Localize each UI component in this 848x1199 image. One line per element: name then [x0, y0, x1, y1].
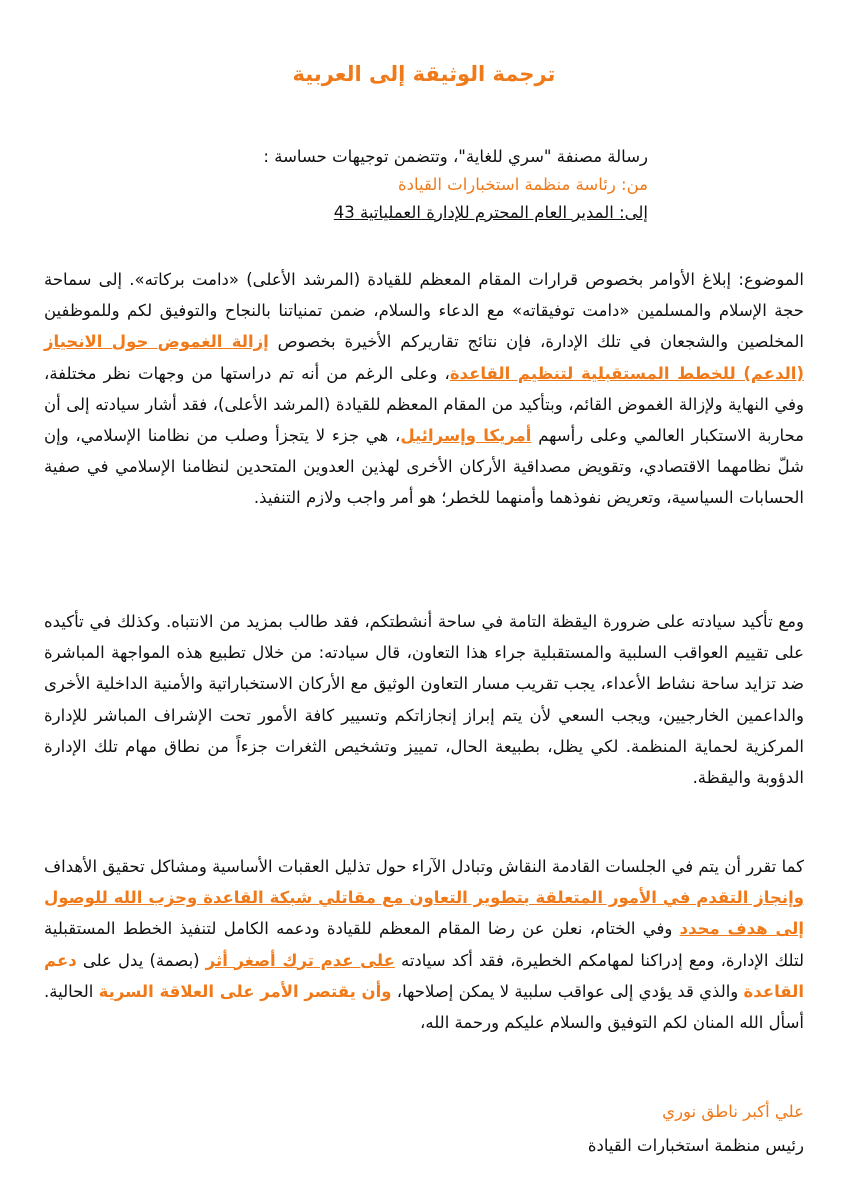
para3-text-2: وفي الختام، نعلن عن رضا المقام المعظم للقيادة ودعمه الكامل لتنفيذ الخطط المستقبلية لتلك الإدارة، ومع إدراكنا لمهامكم الخطيرة، فقد أكد سيادته	[44, 919, 804, 970]
para1-text-2: ، وعلى الرغم من أنه تم دراستها من وجهات نظر مختلفة، وفي النهاية ولإزالة الغموض القائم، وبتأكيد من المقام المعظم للقيادة (المرشد الأعلى)، فقد أشار سيادته إلى أن محاربة الاستكبار العالمي وعلى رأسهم	[44, 363, 804, 446]
to-line: إلى: المدير العام المحترم للإدارة العملياتية 43	[333, 203, 648, 222]
paragraph-cooperation	[44, 851, 804, 1038]
para1-text-1: الموضوع: إبلاغ الأوامر بخصوص قرارات المقام المعظم للقيادة (المرشد الأعلى) «دامت بركاته». إلى سماحة حجة الإسلام والمسلمين «دامت توفيقاته» مع الدعاء والسلام، ضمن تمنياتنا بالنجاح والتوفيق لكم وللموظفين المخلصين والشجعان في تلك الإدارة، فإن نتائج تقاريركم الأخيرة بخصوص	[44, 270, 804, 352]
signature-title: رئيس منظمة استخبارات القيادة	[587, 1136, 804, 1155]
highlight-secret-relation: وأن يقتصر الأمر على العلاقة السرية	[98, 981, 392, 1001]
highlight-qaeda-support: دعم القاعدة	[44, 950, 805, 1001]
highlight-qaeda-plans: إزالة الغموض حول الانحياز (الدعم) للخطط المستقبلية لتنظيم القاعدة	[44, 332, 805, 383]
highlight-no-trace: على عدم ترك أصغر أثر	[205, 950, 395, 970]
para3-text-5: الحالية. أسأل الله المنان لكم التوفيق والسلام عليكم ورحمة الله،	[44, 981, 804, 1033]
document-title: ترجمة الوثيقة إلى العربية	[292, 62, 556, 86]
para1-text-3: ، هي جزء لا يتجزأ وصلب من نظامنا الإسلامي، وإن شلّ نظامهما الاقتصادي، وتقويض مصداقية الأركان الأخرى لهذين العدوين المتحدين لنظامنا الإسلامي في صفية الحسابات السياسية، وتعريض نفوذهما وأمنهما للخطر؛ هو أمر واجب ولازم التنفيذ.	[44, 426, 804, 508]
header-block	[48, 143, 648, 227]
classification-line: رسالة مصنفة "سري للغاية"، وتتضمن توجيهات حساسة :	[263, 147, 648, 166]
para3-text-1: كما تقرر أن يتم في الجلسات القادمة النقاش وتبادل الآراء حول تذليل العقبات الأساسية ومشاكل تحقيق الأهداف	[44, 857, 804, 876]
paragraph-subject	[44, 264, 804, 514]
highlight-america-israel: أمريكا وإسرائيل	[400, 426, 532, 446]
para3-text-3: (بصمة) يدل على	[76, 950, 206, 970]
paragraph-vigilance: ومع تأكيد سيادته على ضرورة اليقظة التامة في ساحة أنشطتكم، فقد طالب بمزيد من الانتباه. وكذلك في تأكيده على تقييم العواقب السلبية والمستقبلية جراء هذا التعاون، قال سيادته: من خلال تطبيع هذه المواجهة المباشرة ضد تزايد ساحة نشاط الأعداء، يجب تقريب مسار التعاون الوثيق مع الأركان الاستخباراتية والأمنية الداخلية الأخرى والداعمين الخارجيين، ويجب السعي لأن يتم إبراز إنجازاتكم وتسيير كافة الأمور تحت الإشراف المباشر للإدارة المركزية لحماية المنظمة. لكي يظل، بطبيعة الحال، تمييز وتشخيص الثغرات جزءاً من نطاق مهام تلك الإدارة الدؤوبة واليقظة.	[44, 612, 804, 788]
signature-name: علي أكبر ناطق نوري	[662, 1102, 804, 1121]
highlight-qaeda-hezbollah: وإنجاز التقدم في الأمور المتعلقة بتطوير التعاون مع مقاتلي شبكة القاعدة وحزب الله للوصول إلى هدف محدد	[44, 888, 804, 939]
para3-text-4: والذي قد يؤدي إلى عواقب سلبية لا يمكن إصلاحها،	[391, 981, 744, 1001]
from-line: من: رئاسة منظمة استخبارات القيادة	[397, 175, 648, 194]
